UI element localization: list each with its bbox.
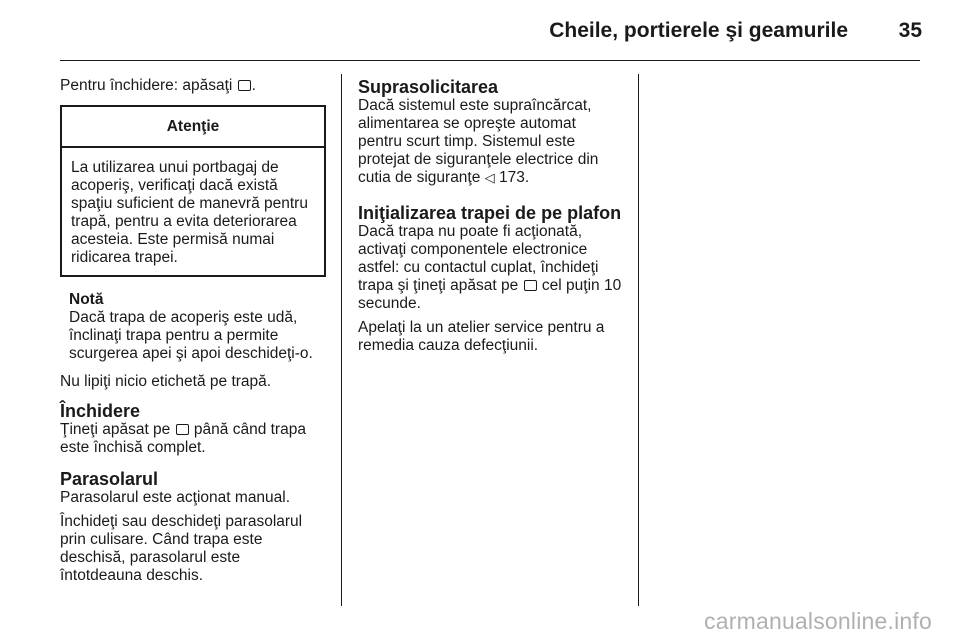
init-text-2: Apelaţi la un atelier service pentru a remedia cauza defecţiunii. xyxy=(358,319,605,354)
button-symbol-icon xyxy=(524,280,537,291)
overload-heading: Suprasolicitarea xyxy=(358,77,499,97)
init-heading: Iniţializarea trapei de pe plafon xyxy=(358,203,622,223)
note-title: Notă xyxy=(69,291,104,308)
button-symbol-icon xyxy=(238,80,251,91)
init-section xyxy=(358,203,624,355)
sunshade-text-1: Parasolarul este acţionat manual. xyxy=(60,489,291,506)
close-instruction: Pentru închidere: apăsaţi . xyxy=(60,77,256,94)
header-rule xyxy=(60,60,920,61)
warning-text: La utilizarea unui portbagaj de acoperiş, verificaţi dacă există spaţiu suficient de manevră pentru trapă, pentru a evita deteriorarea acesteia. Este permisă numai ridicarea trapei. xyxy=(71,159,308,266)
button-symbol-icon xyxy=(176,424,189,435)
triangle-reference-icon: ◁ xyxy=(484,170,495,185)
sunshade-section xyxy=(60,469,326,585)
closing-section xyxy=(60,401,326,457)
overload-section xyxy=(358,77,624,187)
note-text: Dacă trapa de acoperiş este udă, înclinaţi trapa pentru a permite scurgerea apei şi apoi deschideţi-o. xyxy=(69,309,313,362)
no-labels-text: Nu lipiţi nicio etichetă pe trapă. xyxy=(60,373,272,390)
column-divider-right xyxy=(638,74,639,606)
init-text: Dacă trapa nu poate fi acţionată, activaţi componentele electronice astfel: cu contactul cuplat, închideţi trapa şi ţineţi apăsat pe cel puţin 10 secunde. xyxy=(358,223,622,312)
sunshade-heading: Parasolarul xyxy=(60,469,159,489)
overload-text: Dacă sistemul este supraîncărcat, alimentarea se opreşte automat pentru scurt timp. Sistemul este protejat de siguranţele electrice din cutia de siguranţe ◁ 173. xyxy=(358,97,599,186)
left-column xyxy=(60,77,326,597)
closing-heading: Închidere xyxy=(60,401,141,421)
page-number: 35 xyxy=(898,19,922,42)
warning-box xyxy=(60,105,326,277)
watermark: carmanualsonline.info xyxy=(704,608,932,634)
note-block xyxy=(60,291,326,363)
middle-column xyxy=(358,77,624,367)
page-reference[interactable]: 173. xyxy=(498,169,530,186)
sunshade-text-2: Închideţi sau deschideţi parasolarul prin culisare. Când trapa este deschisă, parasolarul este întotdeauna deschis. xyxy=(60,513,303,584)
page-title: Cheile, portierele şi geamurile xyxy=(549,19,848,42)
warning-title: Atenţie xyxy=(62,107,324,148)
closing-text: Ţineţi apăsat pe până când trapa este închisă complet. xyxy=(60,421,306,456)
column-divider-left xyxy=(341,74,342,606)
